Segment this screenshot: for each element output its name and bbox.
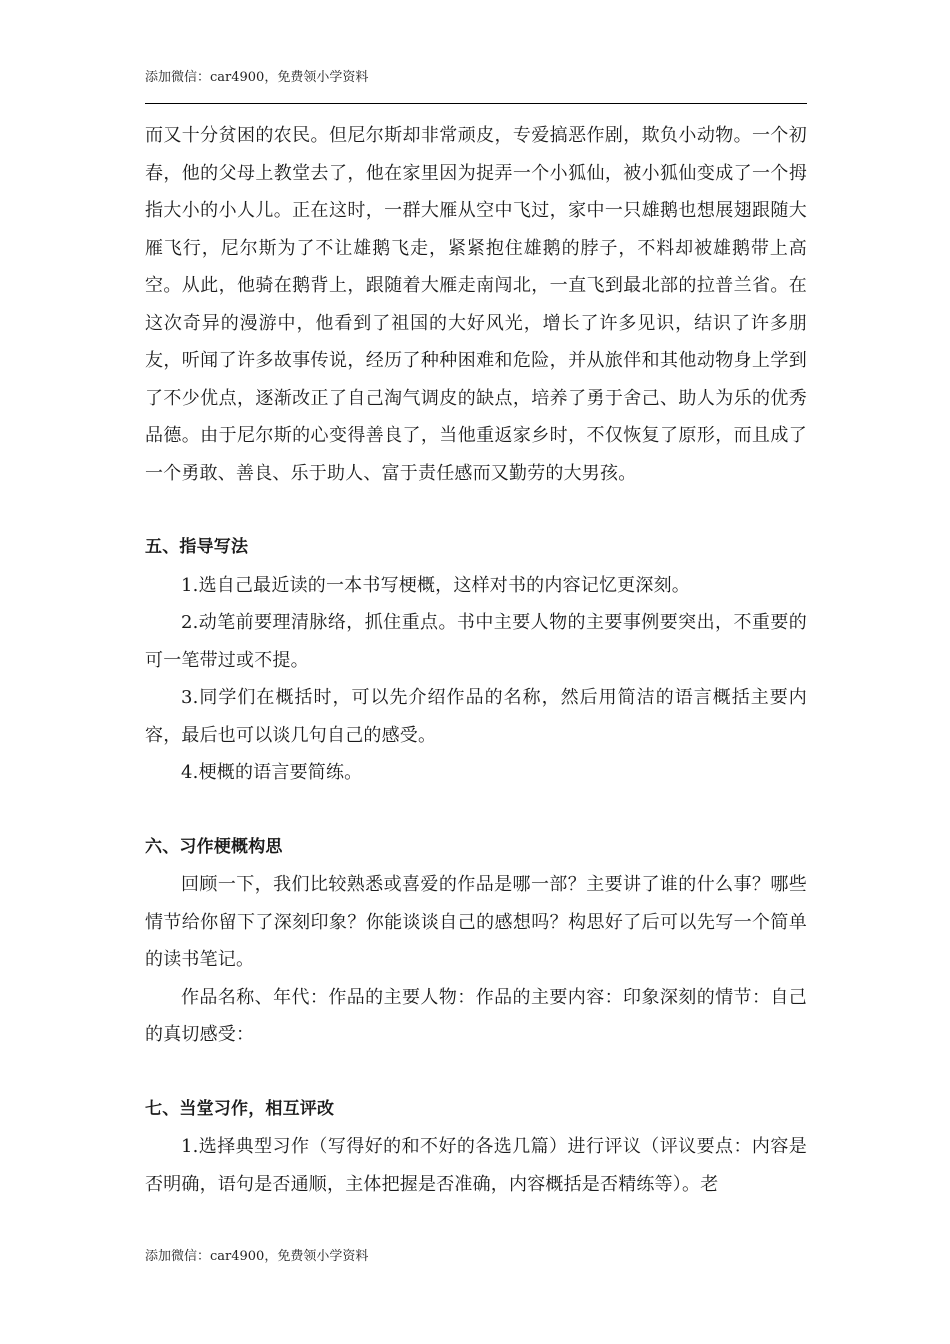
section-heading-7: 七、当堂习作，相互评改 (145, 1098, 335, 1119)
header-divider (145, 103, 807, 104)
list-item: 2.动笔前要理清脉络，抓住重点。书中主要人物的主要事例要突出，不重要的可一笔带过或不提。 (145, 612, 807, 671)
footer-note: 添加微信：car4900，免费领小学资料 (145, 1249, 369, 1264)
paragraph: 回顾一下，我们比较熟悉或喜爱的作品是哪一部？主要讲了谁的什么事？哪些情节给你留下了深刻印象？你能谈谈自己的感想吗？构思好了后可以先写一个简单的读书笔记。 (145, 874, 807, 970)
list-item: 4.梗概的语言要简练。 (181, 762, 363, 783)
intro-paragraph: 而又十分贫困的农民。但尼尔斯却非常顽皮，专爱搞恶作剧，欺负小动物。一个初春，他的父母上教堂去了，他在家里因为捉弄一个小狐仙，被小狐仙变成了一个拇指大小的小人儿。正在这时，一群大雁从空中飞过，家中一只雄鹅也想展翅跟随大雁飞行，尼尔斯为了不让雄鹅飞走，紧紧抱住雄鹅的脖子，不料却被雄鹅带上高空。从此，他骑在鹅背上，跟随着大雁走南闯北，一直飞到最北部的拉普兰省。在这次奇异的漫游中，他看到了祖国的大好风光，增长了许多见识，结识了许多朋友，听闻了许多故事传说，经历了种种困难和危险，并从旅伴和其他动物身上学到了不少优点，逐渐改正了自己淘气调皮的缺点，培养了勇于舍己、助人为乐的优秀品德。由于尼尔斯的心变得善良了，当他重返家乡时，不仅恢复了原形，而且成了一个勇敢、善良、乐于助人、富于责任感而又勤劳的大男孩。 (145, 125, 807, 484)
document-body (145, 117, 807, 1203)
section-heading-5: 五、指导写法 (145, 537, 249, 557)
paragraph: 作品名称、年代：作品的主要人物：作品的主要内容：印象深刻的情节：自己的真切感受： (145, 986, 807, 1045)
list-item: 3.同学们在概括时，可以先介绍作品的名称，然后用简洁的语言概括主要内容，最后也可以谈几句自己的感受。 (145, 687, 807, 746)
list-item: 1.选择典型习作（写得好的和不好的各选几篇）进行评议（评议要点：内容是否明确，语句是否通顺，主体把握是否准确，内容概括是否精练等）。老 (145, 1136, 807, 1195)
section-heading-6: 六、习作梗概构思 (145, 836, 283, 857)
header-note: 添加微信：car4900，免费领小学资料 (145, 70, 369, 85)
list-item: 1.选自己最近读的一本书写梗概，这样对书的内容记忆更深刻。 (181, 574, 690, 596)
